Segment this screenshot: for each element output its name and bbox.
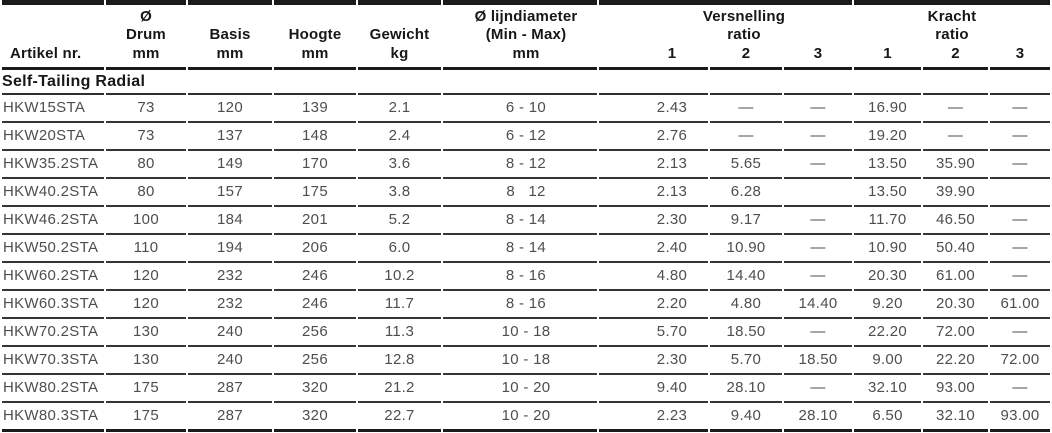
table-row xyxy=(2,207,1050,235)
cell-hoogte: 139 xyxy=(274,95,356,123)
cell-versnelling-2: 18.50 xyxy=(710,319,782,347)
cell-drum: 110 xyxy=(106,235,186,263)
cell-basis: 232 xyxy=(188,263,272,291)
cell-artikel: HKW35.2STA xyxy=(2,151,104,179)
cell-drum: 80 xyxy=(106,151,186,179)
hoogte-header: Hoogte xyxy=(288,26,342,44)
versnelling-col-2-header: 2 xyxy=(710,44,782,70)
kracht-ratio-header: ratio xyxy=(935,26,969,44)
cell-drum: 175 xyxy=(106,403,186,432)
cell-hoogte: 206 xyxy=(274,235,356,263)
lijn-unit-header: mm xyxy=(443,44,597,70)
cell-versnelling-3: — xyxy=(784,235,852,263)
cell-versnelling-2: — xyxy=(710,123,782,151)
cell-gewicht: 2.4 xyxy=(358,123,441,151)
cell-kracht-3: 72.00 xyxy=(990,347,1050,375)
cell-drum: 73 xyxy=(106,95,186,123)
cell-artikel: HKW46.2STA xyxy=(2,207,104,235)
cell-kracht-3: — xyxy=(990,319,1050,347)
header-row-3 xyxy=(2,44,1050,70)
cell-kracht-3: — xyxy=(990,263,1050,291)
cell-versnelling-3 xyxy=(784,179,852,207)
artikel-header: Artikel nr. xyxy=(2,44,104,70)
cell-versnelling-1: 2.30 xyxy=(599,347,708,375)
cell-gewicht: 11.7 xyxy=(358,291,441,319)
cell-gewicht: 12.8 xyxy=(358,347,441,375)
cell-artikel: HKW50.2STA xyxy=(2,235,104,263)
cell-lijndiameter: 8 - 16 xyxy=(443,291,597,319)
table-row xyxy=(2,291,1050,319)
cell-kracht-1: 32.10 xyxy=(854,375,921,403)
cell-kracht-1: 11.70 xyxy=(854,207,921,235)
cell-drum: 80 xyxy=(106,179,186,207)
table-row xyxy=(2,403,1050,432)
cell-gewicht: 5.2 xyxy=(358,207,441,235)
cell-hoogte: 246 xyxy=(274,291,356,319)
cell-basis: 194 xyxy=(188,235,272,263)
cell-hoogte: 148 xyxy=(274,123,356,151)
table-row xyxy=(2,263,1050,291)
cell-lijndiameter: 6 - 10 xyxy=(443,95,597,123)
cell-lijndiameter: 8 - 14 xyxy=(443,235,597,263)
cell-hoogte: 201 xyxy=(274,207,356,235)
cell-versnelling-3: — xyxy=(784,375,852,403)
cell-hoogte: 170 xyxy=(274,151,356,179)
cell-kracht-2: — xyxy=(923,123,988,151)
cell-versnelling-2: 5.70 xyxy=(710,347,782,375)
cell-versnelling-1: 2.13 xyxy=(599,151,708,179)
versnelling-col-3-header: 3 xyxy=(784,44,852,70)
cell-kracht-1: 16.90 xyxy=(854,95,921,123)
cell-lijndiameter: 6 - 12 xyxy=(443,123,597,151)
cell-gewicht: 21.2 xyxy=(358,375,441,403)
cell-versnelling-1: 2.43 xyxy=(599,95,708,123)
min-max-header: (Min - Max) xyxy=(485,26,567,44)
cell-gewicht: 6.0 xyxy=(358,235,441,263)
cell-basis: 287 xyxy=(188,375,272,403)
cell-kracht-2: 46.50 xyxy=(923,207,988,235)
header-row-1 xyxy=(2,0,1050,26)
header-row-2 xyxy=(2,26,1050,44)
table-row xyxy=(2,375,1050,403)
kracht-header: Kracht xyxy=(854,0,1050,26)
drum-unit-header: mm xyxy=(106,44,186,70)
cell-lijndiameter: 10 - 18 xyxy=(443,319,597,347)
kracht-col-1-header: 1 xyxy=(854,44,921,70)
cell-basis: 120 xyxy=(188,95,272,123)
cell-versnelling-1: 2.23 xyxy=(599,403,708,432)
kracht-col-3-header: 3 xyxy=(990,44,1050,70)
table-body xyxy=(2,70,1050,432)
cell-gewicht: 2.1 xyxy=(358,95,441,123)
cell-versnelling-2: 10.90 xyxy=(710,235,782,263)
cell-versnelling-3: 14.40 xyxy=(784,291,852,319)
cell-kracht-1: 10.90 xyxy=(854,235,921,263)
cell-drum: 73 xyxy=(106,123,186,151)
cell-versnelling-3: — xyxy=(784,319,852,347)
cell-versnelling-2: 9.40 xyxy=(710,403,782,432)
cell-kracht-3: 93.00 xyxy=(990,403,1050,432)
cell-kracht-1: 9.20 xyxy=(854,291,921,319)
gewicht-unit-header: kg xyxy=(358,44,441,70)
hoogte-unit-header: mm xyxy=(274,44,356,70)
cell-versnelling-3: — xyxy=(784,263,852,291)
cell-kracht-2: 61.00 xyxy=(923,263,988,291)
cell-versnelling-3: 18.50 xyxy=(784,347,852,375)
cell-hoogte: 246 xyxy=(274,263,356,291)
table-header xyxy=(2,0,1050,70)
cell-kracht-2: 35.90 xyxy=(923,151,988,179)
cell-versnelling-3: — xyxy=(784,151,852,179)
cell-versnelling-1: 2.20 xyxy=(599,291,708,319)
cell-basis: 232 xyxy=(188,291,272,319)
cell-versnelling-1: 9.40 xyxy=(599,375,708,403)
cell-basis: 137 xyxy=(188,123,272,151)
cell-hoogte: 175 xyxy=(274,179,356,207)
table-row xyxy=(2,123,1050,151)
cell-gewicht: 22.7 xyxy=(358,403,441,432)
cell-hoogte: 320 xyxy=(274,403,356,432)
versnelling-ratio-header: ratio xyxy=(727,26,761,44)
cell-artikel: HKW40.2STA xyxy=(2,179,104,207)
header-spacer xyxy=(188,0,272,26)
cell-kracht-3: — xyxy=(990,151,1050,179)
cell-basis: 184 xyxy=(188,207,272,235)
cell-kracht-2: 20.30 xyxy=(923,291,988,319)
cell-versnelling-1: 2.76 xyxy=(599,123,708,151)
cell-kracht-2: 93.00 xyxy=(923,375,988,403)
cell-basis: 240 xyxy=(188,347,272,375)
cell-versnelling-3: 28.10 xyxy=(784,403,852,432)
table-row xyxy=(2,235,1050,263)
table-row xyxy=(2,319,1050,347)
section-title: Self-Tailing Radial xyxy=(2,70,104,95)
cell-kracht-1: 22.20 xyxy=(854,319,921,347)
cell-versnelling-3: — xyxy=(784,95,852,123)
cell-versnelling-1: 5.70 xyxy=(599,319,708,347)
cell-kracht-3: — xyxy=(990,235,1050,263)
cell-artikel: HKW60.3STA xyxy=(2,291,104,319)
table-row xyxy=(2,151,1050,179)
table-row xyxy=(2,179,1050,207)
cell-lijndiameter: 8 - 12 xyxy=(443,151,597,179)
basis-unit-header: mm xyxy=(188,44,272,70)
cell-versnelling-2: 5.65 xyxy=(710,151,782,179)
cell-lijndiameter: 8 - 14 xyxy=(443,207,597,235)
cell-gewicht: 3.6 xyxy=(358,151,441,179)
cell-kracht-1: 13.50 xyxy=(854,151,921,179)
cell-artikel: HKW20STA xyxy=(2,123,104,151)
cell-kracht-3: 61.00 xyxy=(990,291,1050,319)
cell-artikel: HKW60.2STA xyxy=(2,263,104,291)
cell-kracht-3: — xyxy=(990,95,1050,123)
cell-versnelling-2: 4.80 xyxy=(710,291,782,319)
basis-header: Basis xyxy=(209,26,251,44)
cell-gewicht: 3.8 xyxy=(358,179,441,207)
cell-lijndiameter: 8 - 16 xyxy=(443,263,597,291)
cell-hoogte: 320 xyxy=(274,375,356,403)
cell-kracht-3: — xyxy=(990,123,1050,151)
cell-artikel: HKW80.2STA xyxy=(2,375,104,403)
cell-lijndiameter: 10 - 18 xyxy=(443,347,597,375)
cell-drum: 100 xyxy=(106,207,186,235)
gewicht-header: Gewicht xyxy=(369,26,430,44)
cell-kracht-1: 19.20 xyxy=(854,123,921,151)
cell-versnelling-3: — xyxy=(784,207,852,235)
cell-versnelling-1: 4.80 xyxy=(599,263,708,291)
cell-artikel: HKW80.3STA xyxy=(2,403,104,432)
cell-versnelling-1: 2.40 xyxy=(599,235,708,263)
cell-lijndiameter: 8 12 xyxy=(443,179,597,207)
cell-hoogte: 256 xyxy=(274,347,356,375)
cell-versnelling-2: 6.28 xyxy=(710,179,782,207)
cell-drum: 130 xyxy=(106,319,186,347)
cell-artikel: HKW15STA xyxy=(2,95,104,123)
cell-drum: 130 xyxy=(106,347,186,375)
cell-kracht-2: 22.20 xyxy=(923,347,988,375)
cell-kracht-3: — xyxy=(990,207,1050,235)
cell-basis: 240 xyxy=(188,319,272,347)
cell-drum: 120 xyxy=(106,263,186,291)
header-spacer xyxy=(2,0,104,26)
cell-kracht-2: 72.00 xyxy=(923,319,988,347)
cell-versnelling-2: — xyxy=(710,95,782,123)
cell-lijndiameter: 10 - 20 xyxy=(443,375,597,403)
section-row xyxy=(2,70,1050,95)
cell-kracht-1: 6.50 xyxy=(854,403,921,432)
versnelling-header: Versnelling xyxy=(599,0,852,26)
cell-kracht-2: 39.90 xyxy=(923,179,988,207)
cell-artikel: HKW70.2STA xyxy=(2,319,104,347)
cell-hoogte: 256 xyxy=(274,319,356,347)
cell-kracht-3 xyxy=(990,179,1050,207)
kracht-col-2-header: 2 xyxy=(923,44,988,70)
header-spacer xyxy=(358,0,441,26)
drum-header: Drum xyxy=(126,26,166,44)
header-spacer xyxy=(274,0,356,26)
lijndiameter-header: Ø lijndiameter xyxy=(443,0,597,26)
cell-basis: 149 xyxy=(188,151,272,179)
cell-kracht-1: 13.50 xyxy=(854,179,921,207)
cell-gewicht: 11.3 xyxy=(358,319,441,347)
table-row xyxy=(2,347,1050,375)
cell-artikel: HKW70.3STA xyxy=(2,347,104,375)
cell-gewicht: 10.2 xyxy=(358,263,441,291)
cell-drum: 120 xyxy=(106,291,186,319)
cell-kracht-1: 9.00 xyxy=(854,347,921,375)
cell-versnelling-2: 14.40 xyxy=(710,263,782,291)
diameter-symbol-header: Ø xyxy=(106,0,186,26)
cell-kracht-2: — xyxy=(923,95,988,123)
versnelling-col-1-header: 1 xyxy=(599,44,708,70)
cell-versnelling-2: 28.10 xyxy=(710,375,782,403)
cell-versnelling-1: 2.30 xyxy=(599,207,708,235)
cell-kracht-1: 20.30 xyxy=(854,263,921,291)
cell-basis: 287 xyxy=(188,403,272,432)
table-row xyxy=(2,95,1050,123)
header-spacer xyxy=(2,26,104,44)
cell-kracht-3: — xyxy=(990,375,1050,403)
cell-versnelling-2: 9.17 xyxy=(710,207,782,235)
cell-versnelling-1: 2.13 xyxy=(599,179,708,207)
cell-basis: 157 xyxy=(188,179,272,207)
cell-kracht-2: 50.40 xyxy=(923,235,988,263)
cell-kracht-2: 32.10 xyxy=(923,403,988,432)
cell-drum: 175 xyxy=(106,375,186,403)
cell-lijndiameter: 10 - 20 xyxy=(443,403,597,432)
cell-versnelling-3: — xyxy=(784,123,852,151)
